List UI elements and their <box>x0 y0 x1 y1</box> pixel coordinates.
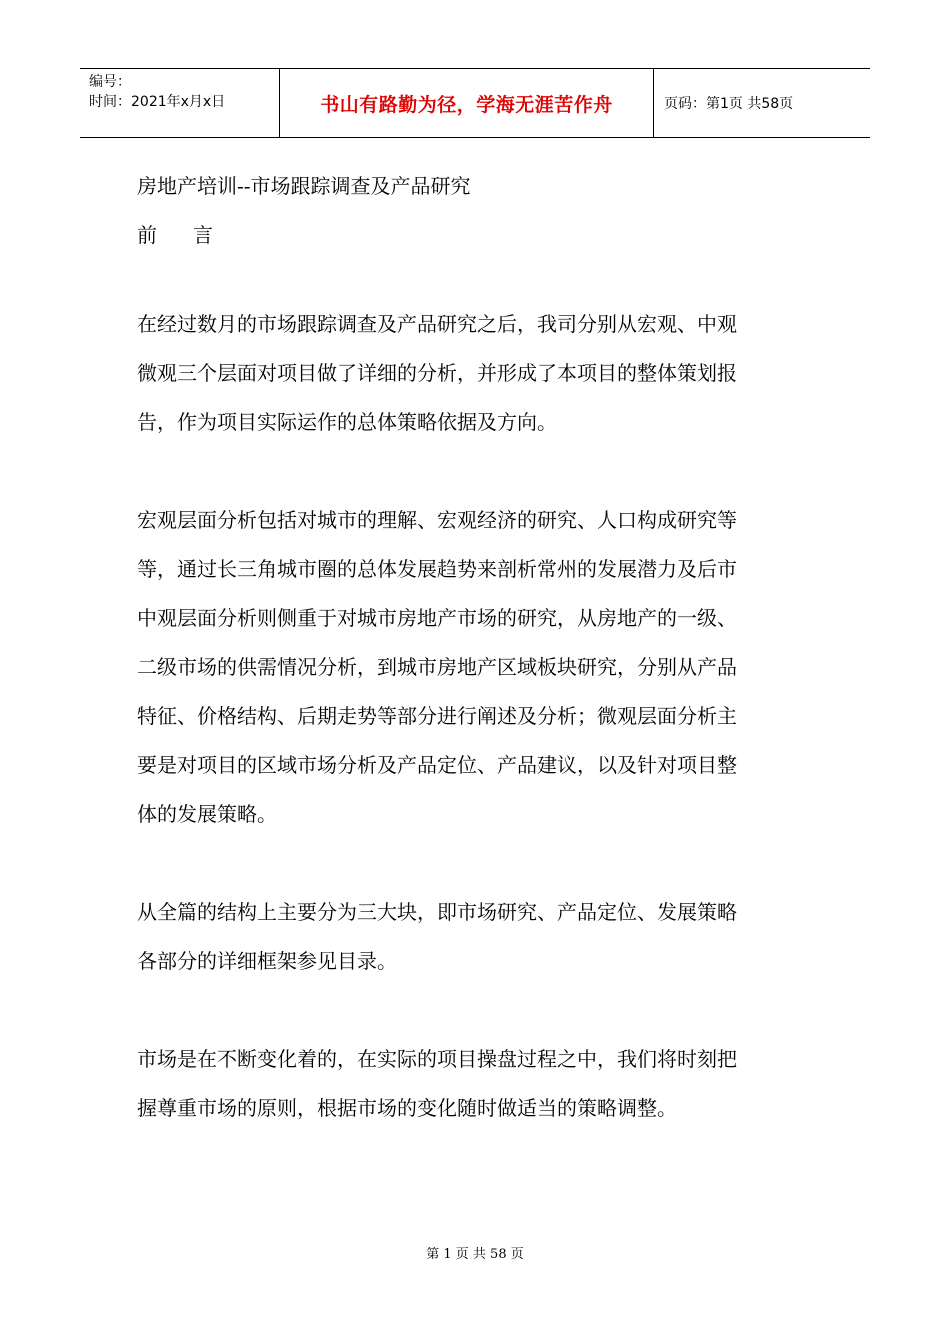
paragraph-3 <box>137 892 827 990</box>
preface-char-2: 言 <box>193 223 213 247</box>
text-line: 告，作为项目实际运作的总体策略依据及方向。 <box>137 410 557 434</box>
paragraph-2 <box>137 500 827 843</box>
number-label: 编号： <box>89 74 131 90</box>
text-line: 体的发展策略。 <box>137 802 277 826</box>
text-line: 各部分的详细框架参见目录。 <box>137 949 397 973</box>
page-header <box>80 68 870 138</box>
text-line: 宏观层面分析包括对城市的理解、宏观经济的研究、人口构成研究等 <box>137 508 737 532</box>
text-line: 等，通过长三角城市圈的总体发展趋势来剖析常州的发展潜力及后市 <box>137 557 737 581</box>
document-title: 房地产培训--市场跟踪调查及产品研究 <box>137 174 471 198</box>
text-line: 二级市场的供需情况分析，到城市房地产区域板块研究，分别从产品 <box>137 655 737 679</box>
header-motto-cell <box>280 69 654 137</box>
page-info: 页码：第1页 共58页 <box>664 96 794 112</box>
text-line: 握尊重市场的原则，根据市场的变化随时做适当的策略调整。 <box>137 1096 677 1120</box>
preface-heading <box>137 206 827 255</box>
text-line: 特征、价格结构、后期走势等部分进行阐述及分析；微观层面分析主 <box>137 704 737 728</box>
text-line: 在经过数月的市场跟踪调查及产品研究之后，我司分别从宏观、中观 <box>137 312 737 336</box>
paragraph-1 <box>137 304 827 451</box>
text-line: 微观三个层面对项目做了详细的分析，并形成了本项目的整体策划报 <box>137 361 737 385</box>
motto-text: 书山有路勤为径，学海无涯苦作舟 <box>320 93 613 116</box>
text-line: 从全篇的结构上主要分为三大块，即市场研究、产品定位、发展策略 <box>137 900 737 924</box>
preface-char-1: 前 <box>137 223 157 247</box>
text-line: 中观层面分析则侧重于对城市房地产市场的研究，从房地产的一级、 <box>137 606 737 630</box>
text-line: 要是对项目的区域市场分析及产品定位、产品建议，以及针对项目整 <box>137 753 737 777</box>
header-page-cell <box>654 69 870 137</box>
header-meta-cell <box>80 69 280 137</box>
footer-page-number: 第 1 页 共 58 页 <box>426 1247 524 1262</box>
paragraph-4 <box>137 1039 827 1137</box>
time-label: 时间：2021年x月x日 <box>89 94 226 110</box>
text-line: 市场是在不断变化着的，在实际的项目操盘过程之中，我们将时刻把 <box>137 1047 737 1071</box>
document-body <box>137 166 827 1137</box>
page-footer <box>0 1243 950 1262</box>
